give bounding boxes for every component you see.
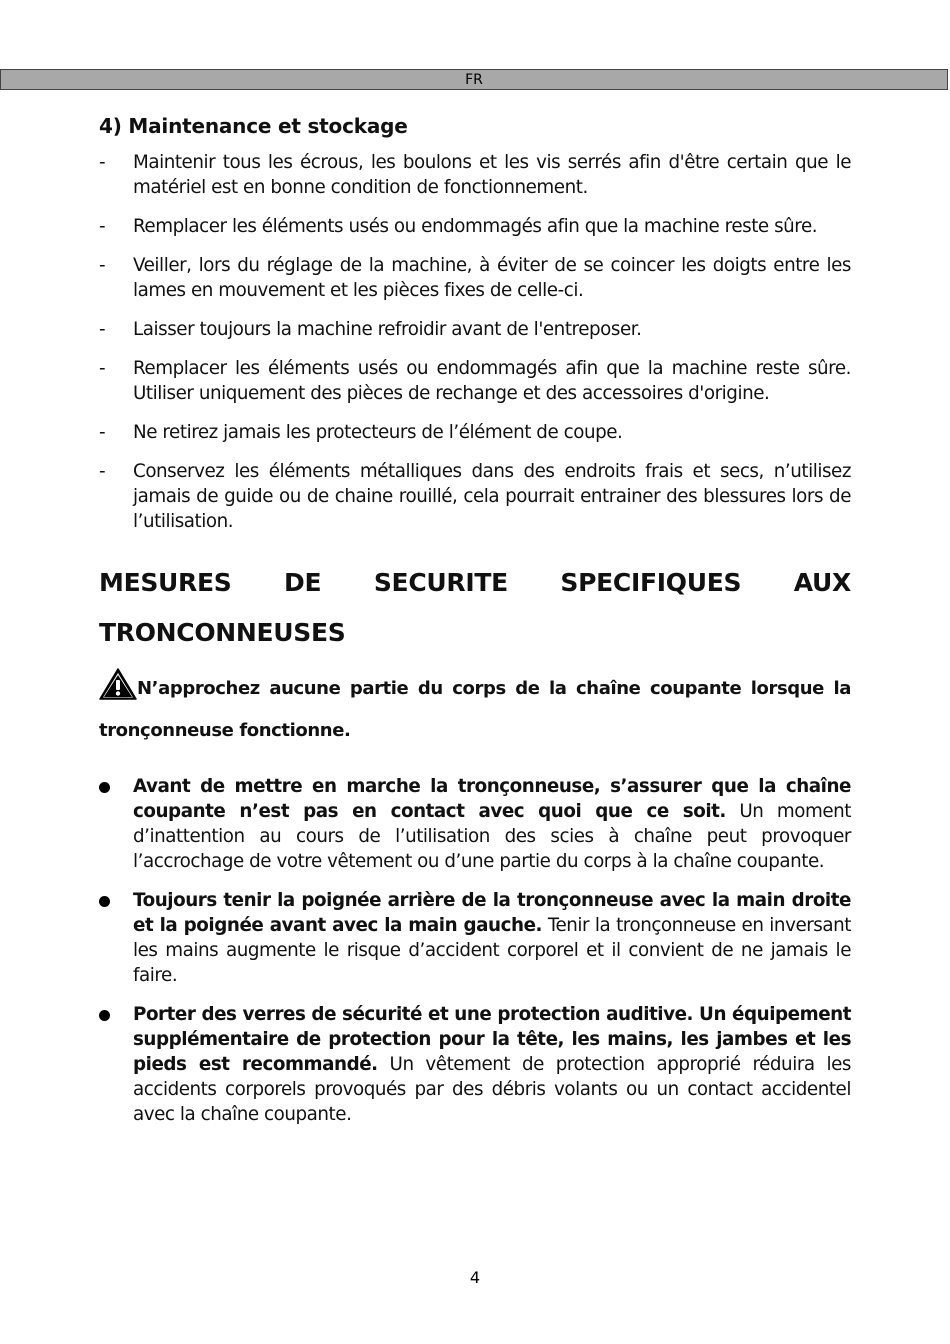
list-item — [99, 774, 851, 874]
dash-marker: - — [99, 461, 106, 482]
dash-marker: - — [99, 319, 106, 340]
list-item — [99, 420, 851, 445]
safety-bullet-list — [99, 774, 851, 1127]
language-header-bar — [0, 69, 948, 90]
list-item-text: Conservez les éléments métalliques dans des endroits frais et secs, n’utilisez jamais de guide ou de chaine rouillé, cela pourrait entrainer des blessures lors de l’utilisation. — [133, 461, 851, 532]
page-content — [99, 112, 851, 1141]
bullet-dot-icon — [99, 782, 110, 793]
dash-marker: - — [99, 216, 106, 237]
list-item-text: Laisser toujours la machine refroidir avant de l'entreposer. — [133, 319, 642, 340]
language-label: FR — [465, 72, 483, 88]
list-item — [99, 317, 851, 342]
list-item-text: Remplacer les éléments usés ou endommagés afin que la machine reste sûre. Utiliser uniquement des pièces de rechange et des accessoires d'origine. — [133, 358, 851, 404]
bullet-bold-text: Porter des verres de sécurité et une protection auditive. Un équipement supplémentaire de protection pour la tête, les mains, les jambes et les pieds est recommandé. — [133, 1004, 851, 1075]
maintenance-section-title: 4) Maintenance et stockage — [99, 114, 408, 138]
bullet-text: Un vêtement de protection approprié réduira les accidents corporels provoqués par des débris volants ou un contact accidentel avec la chaîne coupante. — [133, 1054, 851, 1125]
warning-triangle-icon — [99, 668, 137, 700]
dash-marker: - — [99, 358, 106, 379]
list-item — [99, 150, 851, 200]
bullet-dot-icon — [99, 1010, 110, 1021]
page-number: 4 — [469, 1268, 481, 1287]
bullet-text: Un moment d’inattention au cours de l’utilisation des scies à chaîne peut provoquer l’accrochage de votre vêtement ou d’une partie du corps à la chaîne coupante. — [133, 801, 851, 872]
list-item — [99, 214, 851, 239]
list-item-text: Maintenir tous les écrous, les boulons et les vis serrés afin d'être certain que le matériel est en bonne condition de fonctionnement. — [133, 152, 851, 198]
dash-marker: - — [99, 422, 106, 443]
list-item — [99, 1002, 851, 1127]
safety-heading: MESURES DE SECURITE SPECIFIQUES AUX TRONCONNEUSES — [99, 568, 851, 647]
list-item — [99, 253, 851, 303]
bullet-bold-text: Toujours tenir la poignée arrière de la tronçonneuse avec la main droite et la poignée avant avec la main gauche. — [133, 890, 851, 936]
dash-marker: - — [99, 152, 106, 173]
dash-marker: - — [99, 255, 106, 276]
list-item — [99, 888, 851, 988]
list-item — [99, 459, 851, 534]
warning-text: N’approchez aucune partie du corps de la chaîne coupante lorsque la tronçonneuse fonctionne. — [99, 678, 851, 741]
list-item-text: Veiller, lors du réglage de la machine, à éviter de se coincer les doigts entre les lames en mouvement et les pièces fixes de celle-ci. — [133, 255, 851, 301]
bullet-bold-text: Avant de mettre en marche la tronçonneuse, s’assurer que la chaîne coupante n’est pas en contact avec quoi que ce soit. — [133, 776, 851, 822]
list-item-text: Remplacer les éléments usés ou endommagés afin que la machine reste sûre. — [133, 216, 818, 237]
bullet-text: Tenir la tronçonneuse en inversant les mains augmente le risque d’accident corporel et il convient de ne jamais le faire. — [133, 915, 851, 986]
warning-paragraph — [99, 668, 851, 752]
maintenance-list — [99, 150, 851, 534]
list-item-text: Ne retirez jamais les protecteurs de l’élément de coupe. — [133, 422, 623, 443]
list-item — [99, 356, 851, 406]
bullet-dot-icon — [99, 896, 110, 907]
